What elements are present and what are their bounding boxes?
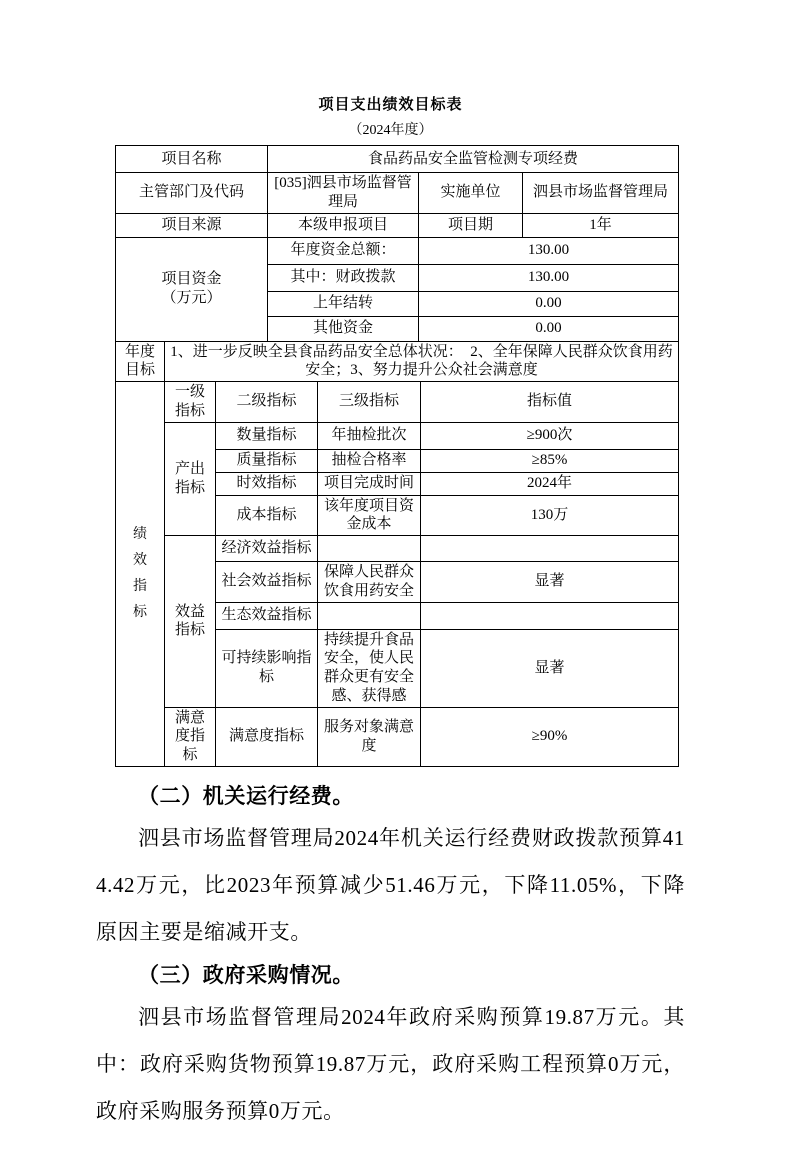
section-heading: （三）政府采购情况。 [138, 962, 354, 987]
header-value: 指标值 [421, 382, 679, 423]
project-source-value: 本级申报项目 [268, 213, 419, 237]
funds-carryover-value: 0.00 [419, 291, 679, 316]
funds-total-value: 130.00 [419, 237, 679, 264]
project-name-value: 食品药品安全监管检测专项经费 [268, 146, 679, 173]
table-row [116, 707, 679, 766]
project-source-label: 项目来源 [116, 213, 268, 237]
level2-cell: 成本指标 [216, 495, 318, 536]
level3-cell [318, 602, 421, 629]
section-government-procurement [96, 956, 685, 1135]
table-row [116, 146, 679, 173]
department-value: [035]泗县市场监督管理局 [268, 173, 419, 214]
section-agency-operating-expenses [96, 777, 685, 956]
header-level2: 二级指标 [216, 382, 318, 423]
level2-cell: 时效指标 [216, 472, 318, 495]
performance-target-table [115, 145, 678, 767]
implement-unit-value: 泗县市场监督管理局 [523, 173, 679, 214]
table-row [116, 341, 679, 382]
level2-cell: 经济效益指标 [216, 536, 318, 562]
level3-cell: 项目完成时间 [318, 472, 421, 495]
department-label: 主管部门及代码 [116, 173, 268, 214]
value-cell [421, 536, 679, 562]
table-row [116, 536, 679, 562]
value-cell: ≥85% [421, 449, 679, 472]
funds-total-label: 年度资金总额： [268, 237, 419, 264]
header-level1: 一级指标 [165, 382, 216, 423]
value-cell: 显著 [421, 629, 679, 707]
annual-goal-label: 年度目标 [116, 341, 165, 382]
table-row [116, 237, 679, 264]
page-title: 项目支出绩效目标表 [318, 97, 463, 113]
benefit-indicator-group-label: 效益指标 [165, 536, 216, 708]
level3-cell: 持续提升食品安全，使人民群众更有安全感、获得感 [318, 629, 421, 707]
level3-cell: 该年度项目资金成本 [318, 495, 421, 536]
performance-indicator-table [115, 381, 679, 767]
page-subtitle: （2024年度） [348, 123, 433, 138]
level3-cell: 服务对象满意度 [318, 707, 421, 766]
satisfaction-indicator-group-label: 满意度指标 [165, 707, 216, 766]
implement-unit-label: 实施单位 [419, 173, 523, 214]
annual-goal-text: 1、进一步反映全县食品药品安全总体状况： 2、全年保障人民群众饮食用药安全；3、努力提升公众社会满意度 [165, 341, 679, 382]
funds-carryover-label: 上年结转 [268, 291, 419, 316]
output-indicator-group-label: 产出指标 [165, 422, 216, 536]
header-level3: 三级指标 [318, 382, 421, 423]
value-cell: 2024年 [421, 472, 679, 495]
table-row [116, 173, 679, 214]
project-name-label: 项目名称 [116, 146, 268, 173]
level2-cell: 生态效益指标 [216, 602, 318, 629]
value-cell: 显著 [421, 562, 679, 603]
level2-cell: 可持续影响指标 [216, 629, 318, 707]
project-period-value: 1年 [523, 213, 679, 237]
funds-other-label: 其他资金 [268, 316, 419, 341]
table-row [116, 422, 679, 449]
value-cell: ≥900次 [421, 422, 679, 449]
body-text [96, 777, 685, 1135]
level3-cell: 年抽检批次 [318, 422, 421, 449]
funds-label-line1: 项目资金 [161, 271, 222, 288]
funds-other-value: 0.00 [419, 316, 679, 341]
table-row [116, 213, 679, 237]
section-paragraph: 泗县市场监督管理局2024年政府采购预算19.87万元。其中：政府采购货物预算19.87万元，政府采购工程预算0万元，政府采购服务预算0万元。 [96, 1004, 685, 1123]
value-cell [421, 602, 679, 629]
funds-label [116, 237, 268, 341]
level3-cell: 保障人民群众饮食用药安全 [318, 562, 421, 603]
level2-cell: 满意度指标 [216, 707, 318, 766]
value-cell: ≥90% [421, 707, 679, 766]
level2-cell: 质量指标 [216, 449, 318, 472]
value-cell: 130万 [421, 495, 679, 536]
performance-indicators-label: 绩效指标 [116, 382, 165, 767]
funds-fiscal-value: 130.00 [419, 264, 679, 291]
level2-cell: 社会效益指标 [216, 562, 318, 603]
level3-cell: 抽检合格率 [318, 449, 421, 472]
funds-label-line2: （万元） [161, 290, 222, 306]
section-heading: （二）机关运行经费。 [138, 783, 354, 808]
funds-fiscal-label: 其中：财政拨款 [268, 264, 419, 291]
project-period-label: 项目期 [419, 213, 523, 237]
project-info-table [115, 145, 679, 342]
table-row [116, 382, 679, 423]
annual-goal-table [115, 341, 679, 383]
level3-cell [318, 536, 421, 562]
level2-cell: 数量指标 [216, 422, 318, 449]
section-paragraph: 泗县市场监督管理局2024年机关运行经费财政拨款预算414.42万元，比2023年预算减少51.46万元，下降11.05%，下降原因主要是缩减开支。 [96, 825, 685, 944]
